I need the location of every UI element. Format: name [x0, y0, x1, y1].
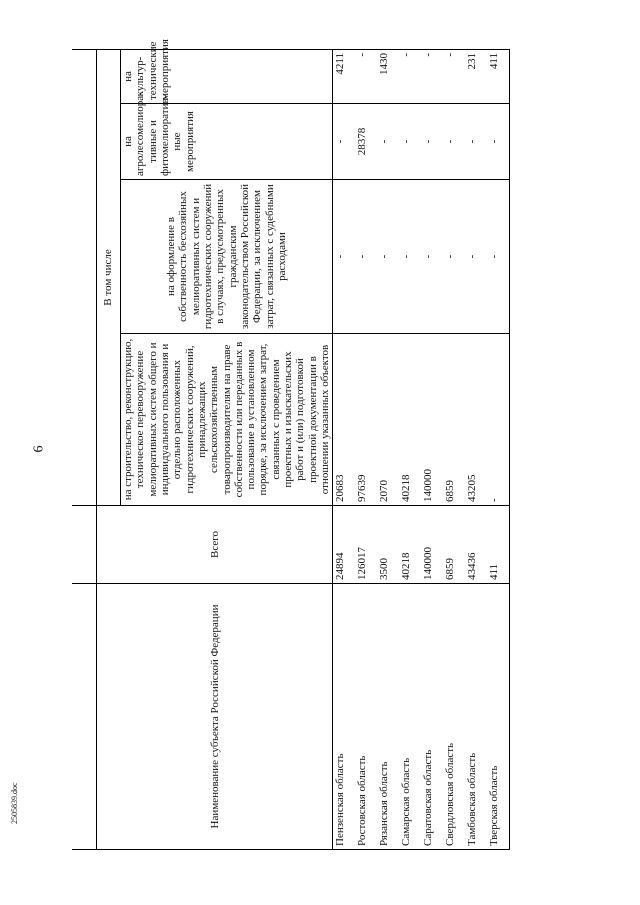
- page-number: 6: [31, 445, 47, 453]
- agroforest-value: -: [421, 104, 443, 180]
- construction-value: 2070: [377, 334, 399, 506]
- total-value: 3500: [377, 506, 399, 584]
- total-value: 43436: [465, 506, 487, 584]
- agroforest-value: -: [333, 104, 356, 180]
- culture-value: 411: [487, 50, 510, 104]
- culture-value: 231: [465, 50, 487, 104]
- total-value: 24894: [333, 506, 356, 584]
- ownership-value: -: [333, 180, 356, 334]
- agroforest-value: -: [487, 104, 510, 180]
- ownership-value: -: [487, 180, 510, 334]
- total-value: 140000: [421, 506, 443, 584]
- ownership-value: -: [377, 180, 399, 334]
- table-row: [333, 50, 356, 850]
- total-value: 126017: [355, 506, 377, 584]
- subsidy-table: [72, 39, 510, 850]
- agroforest-value: 28378: [355, 104, 377, 180]
- construction-value: 140000: [421, 334, 443, 506]
- subject-name: Самарская область: [399, 584, 421, 850]
- subject-name: Пензенская область: [333, 584, 356, 850]
- table-row: [487, 50, 510, 850]
- header-culture: на культур-технические мероприятия: [121, 50, 333, 104]
- ownership-value: -: [421, 180, 443, 334]
- agroforest-value: -: [399, 104, 421, 180]
- header-spacer-cell: [72, 506, 97, 584]
- subject-name: Тамбовская область: [465, 584, 487, 850]
- table-row: [465, 50, 487, 850]
- agroforest-value: -: [377, 104, 399, 180]
- table-row: [421, 50, 443, 850]
- header-group-row: [97, 50, 121, 850]
- subject-name: Саратовская область: [421, 584, 443, 850]
- culture-value: -: [399, 50, 421, 104]
- header-ownership: на оформление в собственность бесхозяйных мелиоративных систем и гидротехнических сооружений в случаях, предусмотренных гражданским законодательством Российской Федерации, за исключением затрат, связанных с судебными расходами: [121, 180, 333, 334]
- footer-document-code: 2505839.doc: [10, 782, 19, 824]
- table-row: [377, 50, 399, 850]
- ownership-value: -: [355, 180, 377, 334]
- header-group: В том числе: [97, 50, 121, 506]
- header-spacer-row: [72, 50, 97, 850]
- culture-value: 4211: [333, 50, 356, 104]
- header-agroforest: на агролесомелиора-тивные и фитомелиоратив-ные мероприятия: [121, 104, 333, 180]
- table-row: [443, 50, 465, 850]
- construction-value: -: [487, 334, 510, 506]
- header-construction: на строительство, реконструкцию, техническое перевооружение мелиоративных систем общего и индивидуального пользования и отдельно расположенных гидротехнических сооружений, принадлежащих сельскохозяйственным товаропроизводителям на праве собственности или переданных в пользование в установленном порядке, за исключением затрат, связанных с проведением проектных и изыскательских работ и (или) подготовкой проектной документации в отношении указанных объектов: [121, 334, 333, 506]
- document-table-wrapper: [72, 39, 619, 850]
- ownership-value: -: [443, 180, 465, 334]
- header-subject: Наименование субъекта Российской Федерации: [97, 584, 333, 850]
- construction-value: 97639: [355, 334, 377, 506]
- ownership-value: -: [465, 180, 487, 334]
- culture-value: -: [355, 50, 377, 104]
- subject-name: Рязанская область: [377, 584, 399, 850]
- table-row: [355, 50, 377, 850]
- total-value: 6859: [443, 506, 465, 584]
- culture-value: 1430: [377, 50, 399, 104]
- construction-value: 43205: [465, 334, 487, 506]
- subject-name: Тверская область: [487, 584, 510, 850]
- header-spacer-cell: [72, 50, 97, 506]
- subject-name: Свердловская область: [443, 584, 465, 850]
- agroforest-value: -: [465, 104, 487, 180]
- table-row: [399, 50, 421, 850]
- construction-value: 20683: [333, 334, 356, 506]
- construction-value: 40218: [399, 334, 421, 506]
- total-value: 40218: [399, 506, 421, 584]
- total-value: 411: [487, 506, 510, 584]
- subject-name: Ростовская область: [355, 584, 377, 850]
- culture-value: -: [443, 50, 465, 104]
- agroforest-value: -: [443, 104, 465, 180]
- construction-value: 6859: [443, 334, 465, 506]
- header-total: Всего: [97, 506, 333, 584]
- culture-value: -: [421, 50, 443, 104]
- header-spacer-cell: [72, 584, 97, 850]
- ownership-value: -: [399, 180, 421, 334]
